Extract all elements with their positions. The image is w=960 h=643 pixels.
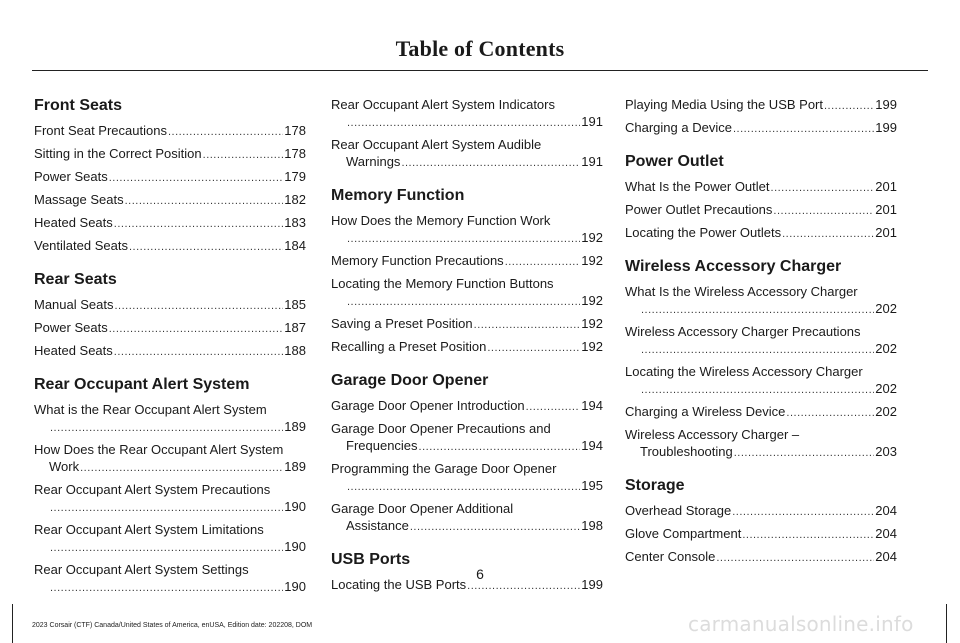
toc-entry-title: Wireless Accessory Charger Precautions (625, 324, 861, 339)
dot-leader (125, 193, 284, 210)
dot-leader (732, 504, 874, 521)
dot-leader (347, 479, 580, 496)
toc-entry-title-continued: Warnings (346, 154, 401, 169)
toc-entry[interactable] (34, 296, 306, 315)
toc-entry-title: Center Console (625, 549, 716, 564)
dot-leader (347, 294, 580, 311)
toc-page-number: 185 (284, 297, 306, 312)
toc-section (625, 96, 897, 138)
footer-edition-text: 2023 Corsair (CTF) Canada/United States of America, enUSA, Edition date: 202208, DOM (32, 622, 313, 629)
dot-leader (419, 439, 581, 456)
dot-leader (115, 298, 284, 315)
toc-section (625, 476, 897, 567)
toc-page-number: 199 (581, 577, 603, 592)
toc-column-2 (331, 96, 603, 599)
dot-leader (641, 342, 874, 359)
toc-entry-title: Locating the Wireless Accessory Charger (625, 364, 863, 379)
toc-page-number: 202 (875, 301, 897, 316)
toc-page-number: 192 (581, 230, 603, 245)
toc-page-number: 201 (875, 202, 897, 217)
dot-leader (526, 399, 581, 416)
section-heading: Garage Door Opener (331, 372, 489, 389)
dot-leader (50, 500, 283, 517)
toc-entry-title: Rear Occupant Alert System Settings (34, 562, 249, 577)
toc-page-number: 178 (284, 123, 306, 138)
dot-leader (505, 254, 581, 271)
dot-leader (786, 405, 874, 422)
toc-entry-title: Memory Function Precautions (331, 253, 504, 268)
section-heading: Front Seats (34, 97, 123, 114)
toc-section (331, 186, 603, 357)
section-heading: Storage (625, 477, 685, 494)
dot-leader (168, 124, 283, 141)
dot-leader (203, 147, 284, 164)
toc-entry-title: Playing Media Using the USB Port (625, 97, 823, 112)
toc-column-1 (34, 96, 306, 601)
toc-page-number: 184 (284, 238, 306, 253)
toc-page-number: 192 (581, 253, 603, 268)
section-heading: Memory Function (331, 187, 465, 204)
dot-leader (716, 550, 874, 567)
toc-entry[interactable] (625, 178, 897, 197)
toc-entry[interactable] (625, 525, 897, 544)
dot-leader (129, 239, 283, 256)
toc-page-number: 182 (284, 192, 306, 207)
toc-entry-title-continued: Assistance (346, 518, 409, 533)
dot-leader (50, 540, 283, 557)
toc-page-number: 191 (581, 114, 603, 129)
toc-entry[interactable] (625, 224, 897, 243)
toc-entry-title-continued: Frequencies (346, 438, 418, 453)
toc-entry-title: Rear Occupant Alert System Audible (331, 137, 542, 152)
toc-entry-title: Wireless Accessory Charger – (625, 427, 800, 442)
page-number: 6 (476, 566, 484, 582)
watermark: carmanualsonline.info (688, 612, 914, 636)
section-heading: Power Outlet (625, 153, 724, 170)
dot-leader (410, 519, 580, 536)
toc-entry[interactable] (34, 168, 306, 187)
crop-mark-left (12, 604, 13, 643)
toc-entry[interactable] (625, 426, 897, 462)
toc-page-number: 195 (581, 478, 603, 493)
toc-entry-title: Garage Door Opener Additional (331, 501, 514, 516)
toc-entry-title: Rear Occupant Alert System Limitations (34, 522, 264, 537)
toc-section (34, 270, 306, 361)
toc-entry-title: Overhead Storage (625, 503, 732, 518)
dot-leader (347, 231, 580, 248)
toc-page-number: 188 (284, 343, 306, 358)
toc-page-number: 203 (875, 444, 897, 459)
dot-leader (824, 98, 874, 115)
toc-entry[interactable] (625, 96, 897, 115)
toc-entry[interactable] (34, 122, 306, 141)
toc-entry-title: Power Outlet Precautions (625, 202, 773, 217)
toc-page-number: 194 (581, 398, 603, 413)
toc-page-number: 202 (875, 341, 897, 356)
dot-leader (771, 180, 875, 197)
toc-entry[interactable] (331, 315, 603, 334)
toc-entry-title: How Does the Rear Occupant Alert System (34, 442, 284, 457)
toc-entry-title: Heated Seats (34, 343, 113, 358)
toc-page-number: 192 (581, 316, 603, 331)
toc-entry-title: Manual Seats (34, 297, 114, 312)
section-heading: Wireless Accessory Charger (625, 258, 842, 275)
toc-entry-title: Sitting in the Correct Position (34, 146, 202, 161)
toc-page-number: 194 (581, 438, 603, 453)
toc-page-number: 202 (875, 404, 897, 419)
toc-page-number: 192 (581, 339, 603, 354)
toc-entry[interactable] (34, 481, 306, 517)
toc-page-number: 201 (875, 225, 897, 240)
toc-entry-title: Recalling a Preset Position (331, 339, 487, 354)
toc-page-number: 190 (284, 539, 306, 554)
toc-entry[interactable] (34, 145, 306, 164)
toc-entry-title: Glove Compartment (625, 526, 742, 541)
dot-leader (50, 420, 283, 437)
toc-entry[interactable] (331, 275, 603, 311)
toc-entry[interactable] (331, 136, 603, 172)
toc-entry[interactable] (625, 548, 897, 567)
toc-entry[interactable] (34, 342, 306, 361)
toc-page-number: 202 (875, 381, 897, 396)
toc-entry[interactable] (331, 96, 603, 132)
toc-page-number: 191 (581, 154, 603, 169)
dot-leader (742, 527, 874, 544)
title-divider (32, 70, 928, 71)
toc-entry[interactable] (331, 212, 603, 248)
toc-page-number: 192 (581, 293, 603, 308)
dot-leader (487, 340, 580, 357)
toc-page-number: 201 (875, 179, 897, 194)
toc-page-number: 189 (284, 459, 306, 474)
toc-entry-title: Power Seats (34, 169, 108, 184)
toc-section (625, 257, 897, 462)
toc-page-number: 179 (284, 169, 306, 184)
section-heading: USB Ports (331, 551, 411, 568)
toc-page-number: 199 (875, 120, 897, 135)
toc-entry-title: Programming the Garage Door Opener (331, 461, 557, 476)
section-heading: Rear Seats (34, 271, 117, 288)
toc-entry[interactable] (34, 319, 306, 338)
dot-leader (80, 460, 283, 477)
toc-page-number: 199 (875, 97, 897, 112)
toc-entry[interactable] (34, 441, 306, 477)
toc-entry-title: Locating the Power Outlets (625, 225, 782, 240)
toc-entry-title-continued: Work (49, 459, 80, 474)
toc-entry[interactable] (625, 323, 897, 359)
toc-page-number: 178 (284, 146, 306, 161)
toc-entry[interactable] (625, 363, 897, 399)
toc-entry[interactable] (625, 119, 897, 138)
toc-page-number: 187 (284, 320, 306, 335)
toc-entry-title: What Is the Power Outlet (625, 179, 770, 194)
toc-page-number: 183 (284, 215, 306, 230)
dot-leader (474, 317, 581, 334)
toc-entry[interactable] (331, 397, 603, 416)
toc-entry[interactable] (625, 502, 897, 521)
section-heading: Rear Occupant Alert System (34, 376, 250, 393)
dot-leader (733, 121, 874, 138)
toc-entry[interactable] (34, 237, 306, 256)
toc-entry[interactable] (625, 201, 897, 220)
toc-entry-title-continued: Troubleshooting (640, 444, 733, 459)
toc-page-number: 190 (284, 579, 306, 594)
toc-entry-title: Saving a Preset Position (331, 316, 473, 331)
dot-leader (347, 115, 580, 132)
toc-entry-title: What Is the Wireless Accessory Charger (625, 284, 858, 299)
toc-entry-title: Ventilated Seats (34, 238, 128, 253)
toc-entry-title: Garage Door Opener Introduction (331, 398, 525, 413)
dot-leader (641, 382, 874, 399)
toc-entry-title: What is the Rear Occupant Alert System (34, 402, 267, 417)
toc-section (625, 152, 897, 243)
dot-leader (50, 580, 283, 597)
toc-entry-title: Rear Occupant Alert System Indicators (331, 97, 555, 112)
dot-leader (114, 344, 284, 361)
toc-entry-title: Front Seat Precautions (34, 123, 167, 138)
dot-leader (114, 216, 284, 233)
dot-leader (109, 321, 284, 338)
dot-leader (773, 203, 874, 220)
toc-entry[interactable] (331, 252, 603, 271)
toc-section (331, 96, 603, 172)
toc-entry[interactable] (34, 401, 306, 437)
toc-entry[interactable] (34, 521, 306, 557)
toc-section (34, 375, 306, 597)
toc-entry-title: Locating the USB Ports (331, 577, 467, 592)
toc-entry[interactable] (34, 191, 306, 210)
toc-page-number: 204 (875, 549, 897, 564)
toc-entry-title: Heated Seats (34, 215, 113, 230)
toc-column-3 (625, 96, 897, 571)
toc-entry[interactable] (331, 420, 603, 456)
toc-entry-title: Garage Door Opener Precautions and (331, 421, 551, 436)
dot-leader (109, 170, 284, 187)
toc-entry[interactable] (34, 214, 306, 233)
dot-leader (734, 445, 875, 462)
toc-page-number: 190 (284, 499, 306, 514)
toc-page-number: 204 (875, 503, 897, 518)
toc-page-number: 204 (875, 526, 897, 541)
toc-entry[interactable] (625, 403, 897, 422)
toc-entry-title: How Does the Memory Function Work (331, 213, 551, 228)
toc-entry-title: Locating the Memory Function Buttons (331, 276, 554, 291)
dot-leader (782, 226, 874, 243)
toc-entry-title: Charging a Wireless Device (625, 404, 786, 419)
dot-leader (401, 155, 580, 172)
toc-section (331, 371, 603, 536)
toc-entry-title: Massage Seats (34, 192, 124, 207)
toc-entry[interactable] (331, 460, 603, 496)
toc-entry[interactable] (331, 338, 603, 357)
toc-page-number: 189 (284, 419, 306, 434)
toc-entry-title: Rear Occupant Alert System Precautions (34, 482, 271, 497)
page-title: Table of Contents (395, 36, 565, 61)
toc-entry-title: Charging a Device (625, 120, 732, 135)
toc-entry-title: Power Seats (34, 320, 108, 335)
toc-section (34, 96, 306, 256)
toc-entry[interactable] (331, 500, 603, 536)
toc-page-number: 198 (581, 518, 603, 533)
toc-entry[interactable] (625, 283, 897, 319)
dot-leader (641, 302, 874, 319)
